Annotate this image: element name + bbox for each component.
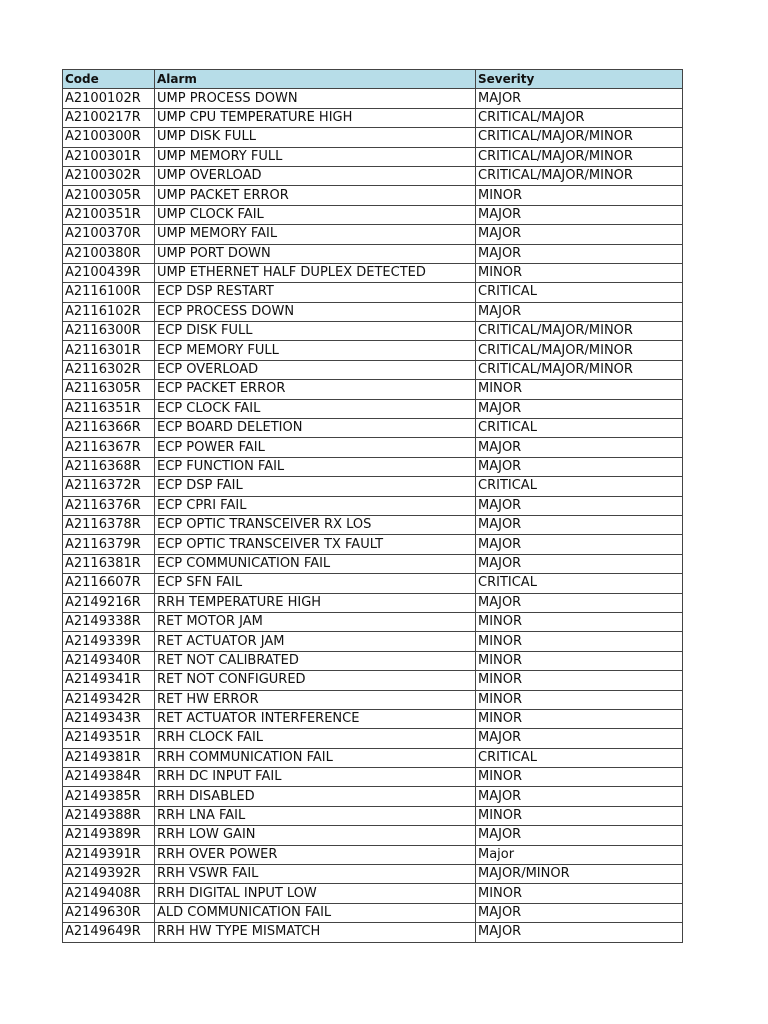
- cell-severity: CRITICAL: [476, 477, 683, 496]
- cell-severity: MAJOR: [476, 457, 683, 476]
- table-row: [63, 89, 683, 108]
- cell-severity: CRITICAL: [476, 283, 683, 302]
- cell-alarm: UMP MEMORY FAIL: [155, 225, 476, 244]
- cell-severity: MINOR: [476, 380, 683, 399]
- cell-code: A2100439R: [63, 263, 155, 282]
- cell-alarm: ECP MEMORY FULL: [155, 341, 476, 360]
- cell-code: A2149339R: [63, 632, 155, 651]
- cell-code: A2116305R: [63, 380, 155, 399]
- cell-code: A2149385R: [63, 787, 155, 806]
- cell-alarm: RRH VSWR FAIL: [155, 865, 476, 884]
- cell-code: A2100217R: [63, 108, 155, 127]
- cell-alarm: RET MOTOR JAM: [155, 612, 476, 631]
- table-row: [63, 496, 683, 515]
- cell-code: A2100300R: [63, 128, 155, 147]
- cell-code: A2116366R: [63, 419, 155, 438]
- table-row: [63, 225, 683, 244]
- cell-alarm: UMP OVERLOAD: [155, 166, 476, 185]
- table-row: [63, 554, 683, 573]
- cell-code: A2100305R: [63, 186, 155, 205]
- table-row: [63, 515, 683, 534]
- cell-severity: MINOR: [476, 884, 683, 903]
- table-row: [63, 283, 683, 302]
- table-row: [63, 263, 683, 282]
- cell-alarm: RET ACTUATOR INTERFERENCE: [155, 709, 476, 728]
- cell-severity: MAJOR/MINOR: [476, 865, 683, 884]
- cell-severity: MAJOR: [476, 225, 683, 244]
- cell-alarm: UMP CPU TEMPERATURE HIGH: [155, 108, 476, 127]
- table-row: [63, 341, 683, 360]
- cell-severity: CRITICAL/MAJOR: [476, 108, 683, 127]
- cell-code: A2149338R: [63, 612, 155, 631]
- table-row: [63, 438, 683, 457]
- cell-code: A2149388R: [63, 806, 155, 825]
- table-row: [63, 108, 683, 127]
- cell-code: A2116379R: [63, 535, 155, 554]
- cell-severity: MINOR: [476, 806, 683, 825]
- cell-severity: MAJOR: [476, 787, 683, 806]
- table-row: [63, 671, 683, 690]
- table-row: [63, 322, 683, 341]
- cell-alarm: UMP PORT DOWN: [155, 244, 476, 263]
- cell-code: A2100102R: [63, 89, 155, 108]
- cell-severity: MINOR: [476, 186, 683, 205]
- cell-severity: CRITICAL/MAJOR/MINOR: [476, 341, 683, 360]
- cell-alarm: ECP CLOCK FAIL: [155, 399, 476, 418]
- cell-alarm: RET NOT CONFIGURED: [155, 671, 476, 690]
- cell-severity: Major: [476, 845, 683, 864]
- cell-alarm: ECP DSP FAIL: [155, 477, 476, 496]
- table-row: [63, 826, 683, 845]
- cell-code: A2100370R: [63, 225, 155, 244]
- cell-code: A2116607R: [63, 574, 155, 593]
- table-row: [63, 128, 683, 147]
- cell-severity: MAJOR: [476, 438, 683, 457]
- table-row: [63, 205, 683, 224]
- cell-severity: CRITICAL/MAJOR/MINOR: [476, 322, 683, 341]
- table-row: [63, 535, 683, 554]
- cell-code: A2149389R: [63, 826, 155, 845]
- table-row: [63, 651, 683, 670]
- table-row: [63, 768, 683, 787]
- cell-severity: MAJOR: [476, 515, 683, 534]
- table-header: [63, 70, 683, 89]
- cell-code: A2149384R: [63, 768, 155, 787]
- cell-alarm: ECP COMMUNICATION FAIL: [155, 554, 476, 573]
- table-row: [63, 690, 683, 709]
- cell-severity: MINOR: [476, 263, 683, 282]
- cell-severity: MINOR: [476, 632, 683, 651]
- table-row: [63, 903, 683, 922]
- table-row: [63, 787, 683, 806]
- cell-alarm: UMP PACKET ERROR: [155, 186, 476, 205]
- cell-code: A2116301R: [63, 341, 155, 360]
- table-row: [63, 380, 683, 399]
- cell-code: A2116368R: [63, 457, 155, 476]
- table-row: [63, 612, 683, 631]
- cell-severity: MAJOR: [476, 593, 683, 612]
- cell-severity: MAJOR: [476, 729, 683, 748]
- table-row: [63, 166, 683, 185]
- cell-severity: MINOR: [476, 612, 683, 631]
- cell-severity: CRITICAL: [476, 419, 683, 438]
- cell-alarm: RRH LNA FAIL: [155, 806, 476, 825]
- cell-severity: MINOR: [476, 690, 683, 709]
- cell-code: A2149381R: [63, 748, 155, 767]
- table-row: [63, 593, 683, 612]
- cell-code: A2116300R: [63, 322, 155, 341]
- table-row: [63, 709, 683, 728]
- cell-severity: MINOR: [476, 651, 683, 670]
- cell-severity: MAJOR: [476, 205, 683, 224]
- cell-severity: CRITICAL/MAJOR/MINOR: [476, 360, 683, 379]
- cell-alarm: RRH TEMPERATURE HIGH: [155, 593, 476, 612]
- table-row: [63, 729, 683, 748]
- cell-alarm: ECP SFN FAIL: [155, 574, 476, 593]
- cell-alarm: RET HW ERROR: [155, 690, 476, 709]
- cell-code: A2149341R: [63, 671, 155, 690]
- cell-code: A2116367R: [63, 438, 155, 457]
- cell-alarm: UMP ETHERNET HALF DUPLEX DETECTED: [155, 263, 476, 282]
- cell-alarm: RET NOT CALIBRATED: [155, 651, 476, 670]
- cell-code: A2149216R: [63, 593, 155, 612]
- table-row: [63, 419, 683, 438]
- cell-severity: MAJOR: [476, 554, 683, 573]
- cell-severity: MAJOR: [476, 244, 683, 263]
- cell-code: A2149649R: [63, 923, 155, 942]
- table-row: [63, 147, 683, 166]
- table-row: [63, 244, 683, 263]
- cell-alarm: ECP BOARD DELETION: [155, 419, 476, 438]
- cell-alarm: RRH COMMUNICATION FAIL: [155, 748, 476, 767]
- alarm-table: [62, 69, 683, 943]
- table-row: [63, 865, 683, 884]
- cell-severity: MAJOR: [476, 535, 683, 554]
- cell-code: A2116102R: [63, 302, 155, 321]
- cell-alarm: ECP OVERLOAD: [155, 360, 476, 379]
- cell-alarm: ECP POWER FAIL: [155, 438, 476, 457]
- cell-code: A2116381R: [63, 554, 155, 573]
- cell-alarm: ECP CPRI FAIL: [155, 496, 476, 515]
- table-body: [63, 89, 683, 942]
- cell-alarm: RRH CLOCK FAIL: [155, 729, 476, 748]
- cell-code: A2149342R: [63, 690, 155, 709]
- table-row: [63, 360, 683, 379]
- header-alarm: Alarm: [155, 70, 476, 89]
- table-row: [63, 574, 683, 593]
- cell-code: A2116302R: [63, 360, 155, 379]
- cell-code: A2116378R: [63, 515, 155, 534]
- table-row: [63, 884, 683, 903]
- cell-severity: CRITICAL/MAJOR/MINOR: [476, 128, 683, 147]
- cell-severity: CRITICAL: [476, 748, 683, 767]
- cell-severity: MINOR: [476, 768, 683, 787]
- cell-code: A2149408R: [63, 884, 155, 903]
- table-row: [63, 399, 683, 418]
- table-row: [63, 302, 683, 321]
- cell-severity: MAJOR: [476, 89, 683, 108]
- cell-severity: MINOR: [476, 709, 683, 728]
- cell-code: A2100302R: [63, 166, 155, 185]
- cell-alarm: UMP CLOCK FAIL: [155, 205, 476, 224]
- cell-code: A2149343R: [63, 709, 155, 728]
- cell-severity: MAJOR: [476, 903, 683, 922]
- table-row: [63, 845, 683, 864]
- table-row: [63, 632, 683, 651]
- cell-alarm: ECP OPTIC TRANSCEIVER TX FAULT: [155, 535, 476, 554]
- cell-code: A2149630R: [63, 903, 155, 922]
- cell-severity: MINOR: [476, 671, 683, 690]
- cell-code: A2149340R: [63, 651, 155, 670]
- cell-severity: MAJOR: [476, 302, 683, 321]
- cell-alarm: RRH DISABLED: [155, 787, 476, 806]
- cell-code: A2116376R: [63, 496, 155, 515]
- cell-alarm: ECP OPTIC TRANSCEIVER RX LOS: [155, 515, 476, 534]
- cell-severity: CRITICAL/MAJOR/MINOR: [476, 147, 683, 166]
- cell-alarm: ECP PROCESS DOWN: [155, 302, 476, 321]
- cell-alarm: RRH HW TYPE MISMATCH: [155, 923, 476, 942]
- cell-code: A2100301R: [63, 147, 155, 166]
- cell-alarm: ECP DISK FULL: [155, 322, 476, 341]
- table-row: [63, 186, 683, 205]
- cell-severity: MAJOR: [476, 826, 683, 845]
- cell-alarm: ECP FUNCTION FAIL: [155, 457, 476, 476]
- table-row: [63, 923, 683, 942]
- table-row: [63, 748, 683, 767]
- cell-alarm: RRH DC INPUT FAIL: [155, 768, 476, 787]
- cell-code: A2149351R: [63, 729, 155, 748]
- cell-alarm: RET ACTUATOR JAM: [155, 632, 476, 651]
- table-row: [63, 806, 683, 825]
- cell-code: A2116351R: [63, 399, 155, 418]
- cell-code: A2149391R: [63, 845, 155, 864]
- header-row: [63, 70, 683, 89]
- cell-severity: MAJOR: [476, 399, 683, 418]
- cell-alarm: RRH OVER POWER: [155, 845, 476, 864]
- cell-alarm: ECP DSP RESTART: [155, 283, 476, 302]
- cell-code: A2100380R: [63, 244, 155, 263]
- cell-code: A2100351R: [63, 205, 155, 224]
- cell-alarm: ECP PACKET ERROR: [155, 380, 476, 399]
- cell-code: A2116100R: [63, 283, 155, 302]
- header-code: Code: [63, 70, 155, 89]
- table-row: [63, 457, 683, 476]
- cell-severity: MAJOR: [476, 496, 683, 515]
- cell-alarm: RRH DIGITAL INPUT LOW: [155, 884, 476, 903]
- header-severity: Severity: [476, 70, 683, 89]
- cell-severity: MAJOR: [476, 923, 683, 942]
- cell-alarm: ALD COMMUNICATION FAIL: [155, 903, 476, 922]
- cell-alarm: UMP MEMORY FULL: [155, 147, 476, 166]
- cell-severity: CRITICAL/MAJOR/MINOR: [476, 166, 683, 185]
- cell-severity: CRITICAL: [476, 574, 683, 593]
- cell-code: A2149392R: [63, 865, 155, 884]
- cell-alarm: UMP PROCESS DOWN: [155, 89, 476, 108]
- cell-code: A2116372R: [63, 477, 155, 496]
- cell-alarm: UMP DISK FULL: [155, 128, 476, 147]
- table-row: [63, 477, 683, 496]
- cell-alarm: RRH LOW GAIN: [155, 826, 476, 845]
